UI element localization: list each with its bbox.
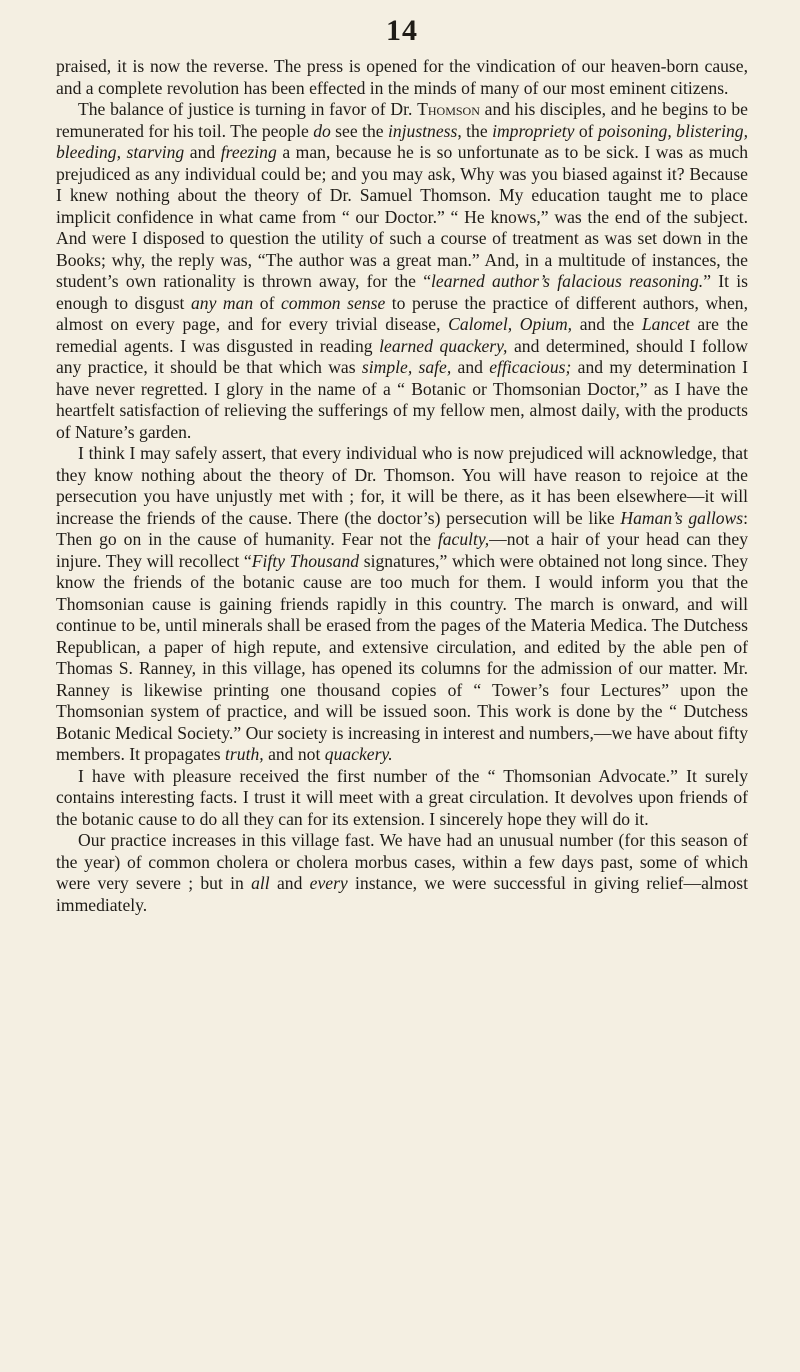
paragraph xyxy=(56,830,748,916)
text-run: praised, it is now the reverse. The press is opened for the vindication of our heaven-born cause, and a complete revolution has been effected in the minds of many of our most eminent citizens. xyxy=(56,56,748,98)
italic-run: learned author’s falacious reasoning. xyxy=(431,271,704,291)
italic-run: faculty, xyxy=(437,529,490,549)
italic-run: common sense xyxy=(280,292,386,313)
text-run: —not a hair of your head can they injure. They will recollect “ xyxy=(56,529,748,571)
italic-run: quackery. xyxy=(324,744,393,764)
paragraph xyxy=(56,443,748,766)
text-run: and determined, should I follow any practice, it should be that which was xyxy=(56,335,748,377)
italic-run: injustness xyxy=(387,120,458,141)
text-run: and the xyxy=(572,314,642,334)
italic-run: efficacious; xyxy=(489,357,572,377)
text-run: and xyxy=(451,357,490,377)
text-run: I think I may safely assert, that every individual who is now prejudiced will acknowledge, that they know nothing about the theory of Dr. Thomson. You will have reason to rejoice at the persecution you have unjustly met with ; for, it will be there, as it has been elsewhere—it will increase the friends of the cause. There (the doctor’s) persecution will be like xyxy=(56,443,748,528)
text-run: of xyxy=(253,292,281,313)
italic-run: all xyxy=(251,873,270,893)
paragraph xyxy=(56,99,748,443)
page-number: 14 xyxy=(386,14,418,47)
paragraph xyxy=(56,766,748,831)
italic-run: simple, safe, xyxy=(361,357,452,377)
text-run: ” It is enough to disgust xyxy=(56,271,748,313)
text-run: instance, we were successful in giving relief—almost immediately. xyxy=(56,873,749,915)
text-run: , the xyxy=(457,120,493,141)
text-run: and not xyxy=(263,744,325,764)
italic-run: learned quackery, xyxy=(379,335,508,356)
text-run: and xyxy=(269,873,310,893)
paragraph xyxy=(56,56,748,99)
small-caps-run: Thomson xyxy=(417,99,480,119)
italic-run: poisoning, blistering, bleeding, starving xyxy=(56,120,749,162)
text-run: The balance of justice is turning in favor of Dr. xyxy=(78,99,418,119)
italic-run: Calomel, Opium, xyxy=(448,314,573,334)
italic-run: do xyxy=(313,120,331,141)
text-run: and my determination I have never regretted. I glory in the name of a “ Botanic or Thomsonian Doctor,” as I have the heartfelt satisfaction of relieving the sufferings of my fellow men, almost daily, with the products of Nature’s garden. xyxy=(56,357,748,442)
text-run: signatures,” which were obtained not long since. They know the friends of the botanic cause are too much for them. I would inform you that the Thomsonian cause is gaining friends rapidly in this country. The march is onward, and will continue to be, until minerals shall be erased from the pages of the Materia Medica. The Dutchess Republican, a paper of high repute, and extensive circulation, and edited by the able pen of Thomas S. Ranney, in this village, has opened its columns for the admission of our matter. Mr. Ranney is likewise printing one thousand copies of “ Tower’s four Lectures” upon the Thomsonian system of practice, and will be issued soon. This work is done by the “ Dutchess Botanic Medical Society.” Our society is increasing in interest and numbers,—we have about fifty members. It propagates xyxy=(56,550,748,764)
text-run: and his disciples, and he begins to be remunerated for his toil. The people xyxy=(56,99,748,141)
body-text xyxy=(56,56,748,916)
text-run: and xyxy=(184,142,221,162)
text-run: of xyxy=(574,120,598,141)
text-run: Our practice increases in this village fast. We have had an unusual number (for this season of the year) of common cholera or cholera morbus cases, within a few days past, some of which were very severe ; but in xyxy=(56,830,748,893)
text-run: I have with pleasure received the first number of the “ Thomsonian Advocate.” It surely contains interesting facts. I trust it will meet with a great circulation. It devolves upon friends of the botanic cause to do all they can for its extension. I sincerely hope they will do it. xyxy=(56,765,748,829)
italic-run: freezing xyxy=(220,142,277,162)
italic-run: any man xyxy=(190,292,254,313)
italic-run: Lancet xyxy=(641,314,690,334)
text-run: are the remedial agents. I was disgusted in reading xyxy=(56,314,749,356)
text-run: : Then go on in the cause of humanity. Fear not the xyxy=(56,507,749,549)
italic-run: truth, xyxy=(225,744,264,764)
italic-run: Fifty Thousand xyxy=(251,550,360,571)
italic-run: Haman’s gallows xyxy=(620,507,744,528)
text-run: to peruse the practice of different authors, when, almost on every page, and for every trivial disease, xyxy=(56,292,748,334)
italic-run: impropriety xyxy=(492,120,575,141)
text-run: a man, because he is so unfortunate as to be sick. I was as much prejudiced as any individual could be; and you may ask, Why was you biased against it? Because I knew nothing about the theory of Dr. Samuel Thomson. My education taught me to place implicit confidence in what came from “ our Doctor.” “ He knows,” was the end of the subject. And were I disposed to question the utility of such a course of treatment as was set down in the Books; why, the reply was, “The author was a great man.” And, in a multitude of instances, the student’s own rationality is thrown away, for the “ xyxy=(56,142,748,291)
text-run: see the xyxy=(330,120,388,141)
italic-run: every xyxy=(309,873,348,893)
